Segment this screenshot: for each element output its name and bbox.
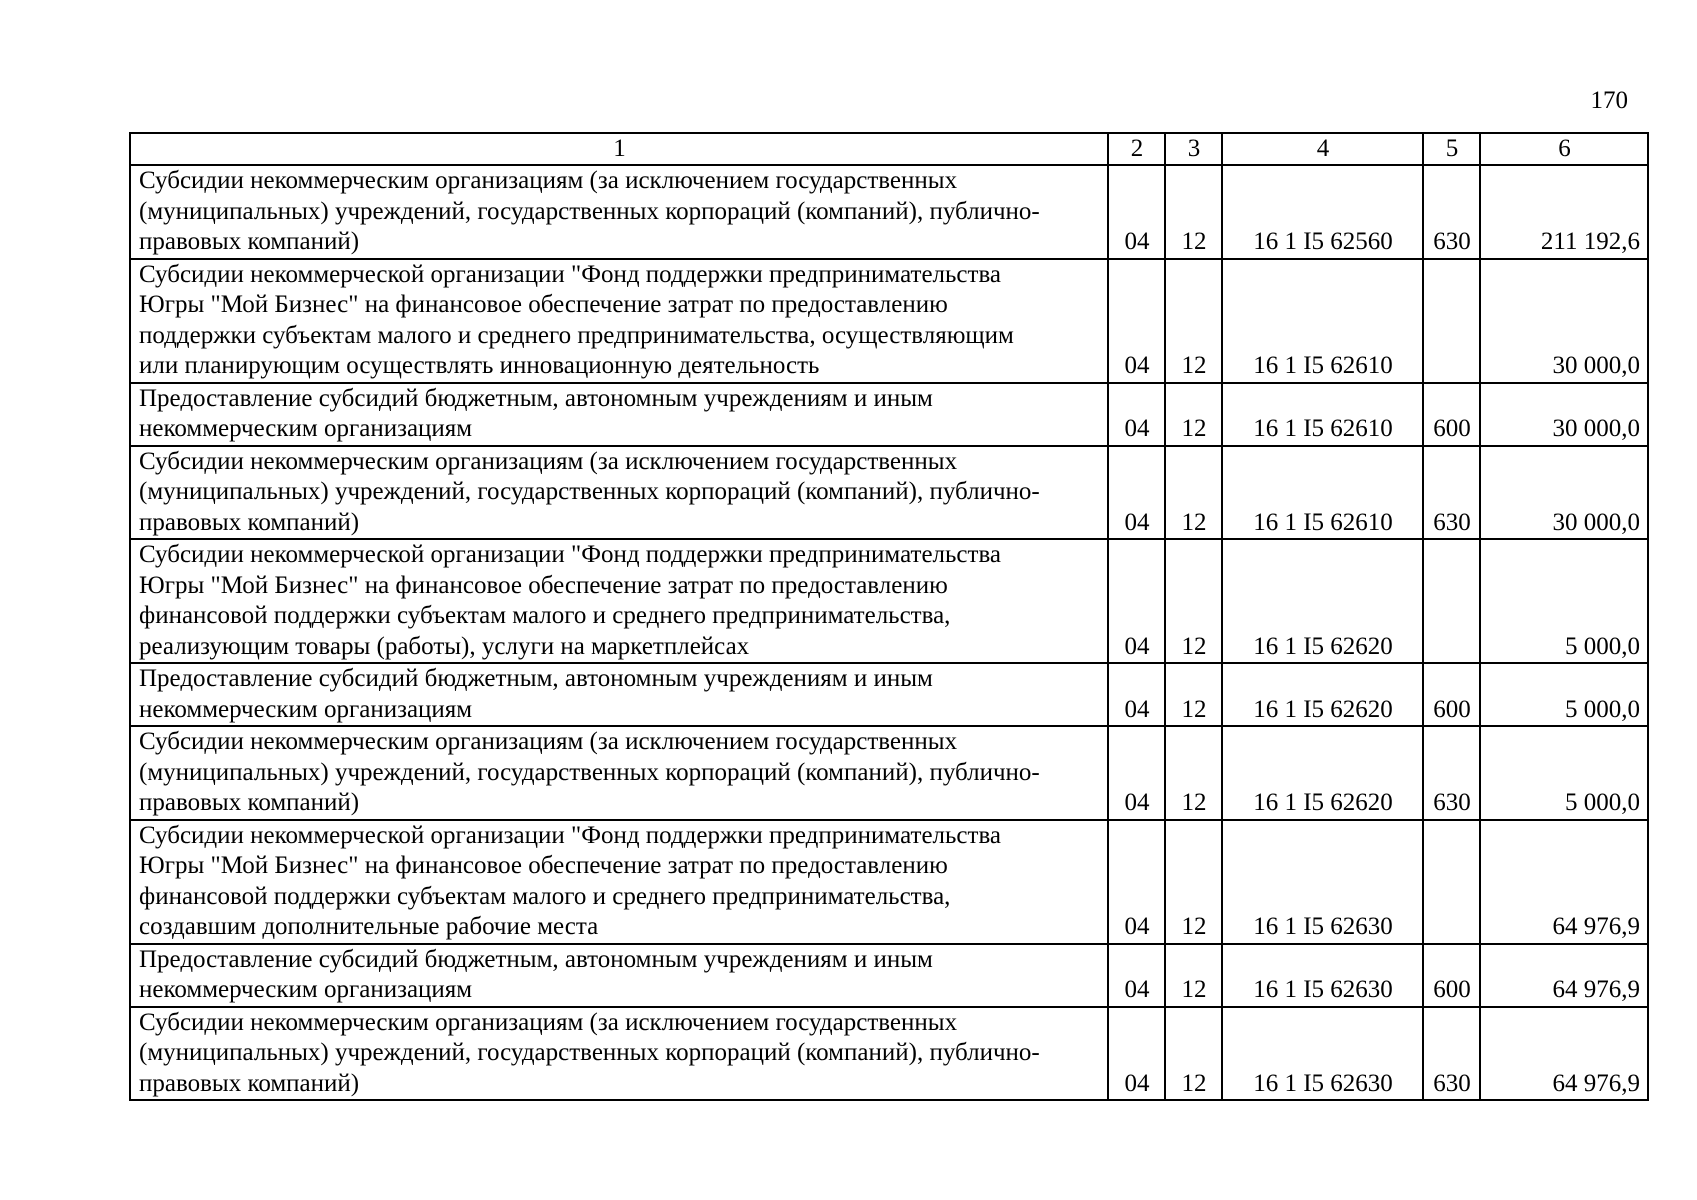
row-name-text: Субсидии некоммерческой организации "Фонд поддержки предпринимательства Югры "Мой Бизнес" на финансовое обеспечение затрат по предоставлению финансовой поддержки субъектам малого и среднего предпринимательства, создавшим дополнительные рабочие места — [139, 821, 1002, 940]
expense-type-cell: 630 — [1423, 165, 1480, 259]
subsection-code-cell: 12 — [1165, 446, 1222, 540]
row-name-cell — [130, 820, 1108, 944]
subsection-code-cell: 12 — [1165, 944, 1222, 1007]
expense-type-cell: 600 — [1423, 944, 1480, 1007]
amount-cell: 5 000,0 — [1480, 539, 1648, 663]
row-name-cell — [130, 446, 1108, 540]
table-row — [130, 820, 1648, 944]
row-name-text: Субсидии некоммерческим организациям (за исключением государственных (муниципальных) учреждений, государственных корпораций (компаний), публично- правовых компаний) — [139, 167, 1040, 255]
row-name-cell — [130, 539, 1108, 663]
column-header: 5 — [1423, 133, 1480, 165]
subsection-code-cell: 12 — [1165, 820, 1222, 944]
target-article-cell: 16 1 I5 62610 — [1222, 383, 1423, 446]
amount-cell: 30 000,0 — [1480, 259, 1648, 383]
row-name-text: Субсидии некоммерческим организациям (за исключением государственных (муниципальных) учреждений, государственных корпораций (компаний), публично- правовых компаний) — [139, 447, 1040, 536]
table-row — [130, 259, 1648, 383]
section-code-cell: 04 — [1108, 446, 1165, 540]
amount-cell: 30 000,0 — [1480, 446, 1648, 540]
row-name-text: Предоставление субсидий бюджетным, автономным учреждениям и иным некоммерческим организациям — [139, 945, 933, 1003]
column-header: 1 — [130, 133, 1108, 165]
subsection-code-cell: 12 — [1165, 165, 1222, 259]
target-article-cell: 16 1 I5 62610 — [1222, 259, 1423, 383]
row-name-cell — [130, 1007, 1108, 1101]
column-header: 3 — [1165, 133, 1222, 165]
subsection-code-cell: 12 — [1165, 539, 1222, 663]
amount-cell: 5 000,0 — [1480, 726, 1648, 820]
section-code-cell: 04 — [1108, 539, 1165, 663]
column-header: 4 — [1222, 133, 1423, 165]
amount-cell: 64 976,9 — [1480, 1007, 1648, 1101]
table-row — [130, 165, 1648, 259]
table-row — [130, 726, 1648, 820]
column-header: 2 — [1108, 133, 1165, 165]
section-code-cell: 04 — [1108, 663, 1165, 726]
amount-cell: 211 192,6 — [1480, 165, 1648, 259]
table-row — [130, 944, 1648, 1007]
target-article-cell: 16 1 I5 62620 — [1222, 726, 1423, 820]
amount-cell: 64 976,9 — [1480, 820, 1648, 944]
column-header: 6 — [1480, 133, 1648, 165]
table-row — [130, 539, 1648, 663]
row-name-cell — [130, 944, 1108, 1007]
subsection-code-cell: 12 — [1165, 663, 1222, 726]
expense-type-cell — [1423, 539, 1480, 663]
section-code-cell: 04 — [1108, 383, 1165, 446]
target-article-cell: 16 1 I5 62620 — [1222, 539, 1423, 663]
table-row — [130, 663, 1648, 726]
expense-type-cell: 630 — [1423, 726, 1480, 820]
section-code-cell: 04 — [1108, 820, 1165, 944]
expense-type-cell: 630 — [1423, 446, 1480, 540]
table-body — [130, 165, 1648, 1100]
table-row — [130, 383, 1648, 446]
row-name-cell — [130, 165, 1108, 259]
row-name-text: Субсидии некоммерческим организациям (за исключением государственных (муниципальных) учреждений, государственных корпораций (компаний), публично- правовых компаний) — [139, 728, 1040, 816]
subsection-code-cell: 12 — [1165, 1007, 1222, 1101]
target-article-cell: 16 1 I5 62630 — [1222, 944, 1423, 1007]
amount-cell: 30 000,0 — [1480, 383, 1648, 446]
amount-cell: 5 000,0 — [1480, 663, 1648, 726]
target-article-cell: 16 1 I5 62620 — [1222, 663, 1423, 726]
section-code-cell: 04 — [1108, 944, 1165, 1007]
row-name-cell — [130, 383, 1108, 446]
row-name-cell — [130, 726, 1108, 820]
page-number: 170 — [1590, 87, 1628, 114]
table-row — [130, 1007, 1648, 1101]
row-name-text: Предоставление субсидий бюджетным, автономным учреждениям и иным некоммерческим организациям — [139, 384, 933, 442]
expense-type-cell: 600 — [1423, 663, 1480, 726]
header-row — [130, 133, 1648, 165]
row-name-text: Предоставление субсидий бюджетным, автономным учреждениям и иным некоммерческим организациям — [139, 665, 933, 723]
section-code-cell: 04 — [1108, 1007, 1165, 1101]
subsection-code-cell: 12 — [1165, 383, 1222, 446]
section-code-cell: 04 — [1108, 726, 1165, 820]
expense-type-cell — [1423, 259, 1480, 383]
subsection-code-cell: 12 — [1165, 726, 1222, 820]
target-article-cell: 16 1 I5 62610 — [1222, 446, 1423, 540]
expense-type-cell: 600 — [1423, 383, 1480, 446]
section-code-cell: 04 — [1108, 165, 1165, 259]
target-article-cell: 16 1 I5 62560 — [1222, 165, 1423, 259]
subsection-code-cell: 12 — [1165, 259, 1222, 383]
table-row — [130, 446, 1648, 540]
amount-cell: 64 976,9 — [1480, 944, 1648, 1007]
row-name-cell — [130, 259, 1108, 383]
expense-type-cell — [1423, 820, 1480, 944]
budget-table — [129, 132, 1649, 1101]
target-article-cell: 16 1 I5 62630 — [1222, 1007, 1423, 1101]
target-article-cell: 16 1 I5 62630 — [1222, 820, 1423, 944]
section-code-cell: 04 — [1108, 259, 1165, 383]
row-name-text: Субсидии некоммерческим организациям (за исключением государственных (муниципальных) учреждений, государственных корпораций (компаний), публично- правовых компаний) — [139, 1008, 1040, 1097]
row-name-cell — [130, 663, 1108, 726]
row-name-text: Субсидии некоммерческой организации "Фонд поддержки предпринимательства Югры "Мой Бизнес" на финансовое обеспечение затрат по предоставлению финансовой поддержки субъектам малого и среднего предпринимательства, реализующим товары (работы), услуги на маркетплейсах — [139, 541, 1002, 660]
row-name-text: Субсидии некоммерческой организации "Фонд поддержки предпринимательства Югры "Мой Бизнес" на финансовое обеспечение затрат по предоставлению поддержки субъектам малого и среднего предпринимательства, осуществляющим или планирующим осуществлять инновационную деятельность — [139, 260, 1014, 379]
expense-type-cell: 630 — [1423, 1007, 1480, 1101]
